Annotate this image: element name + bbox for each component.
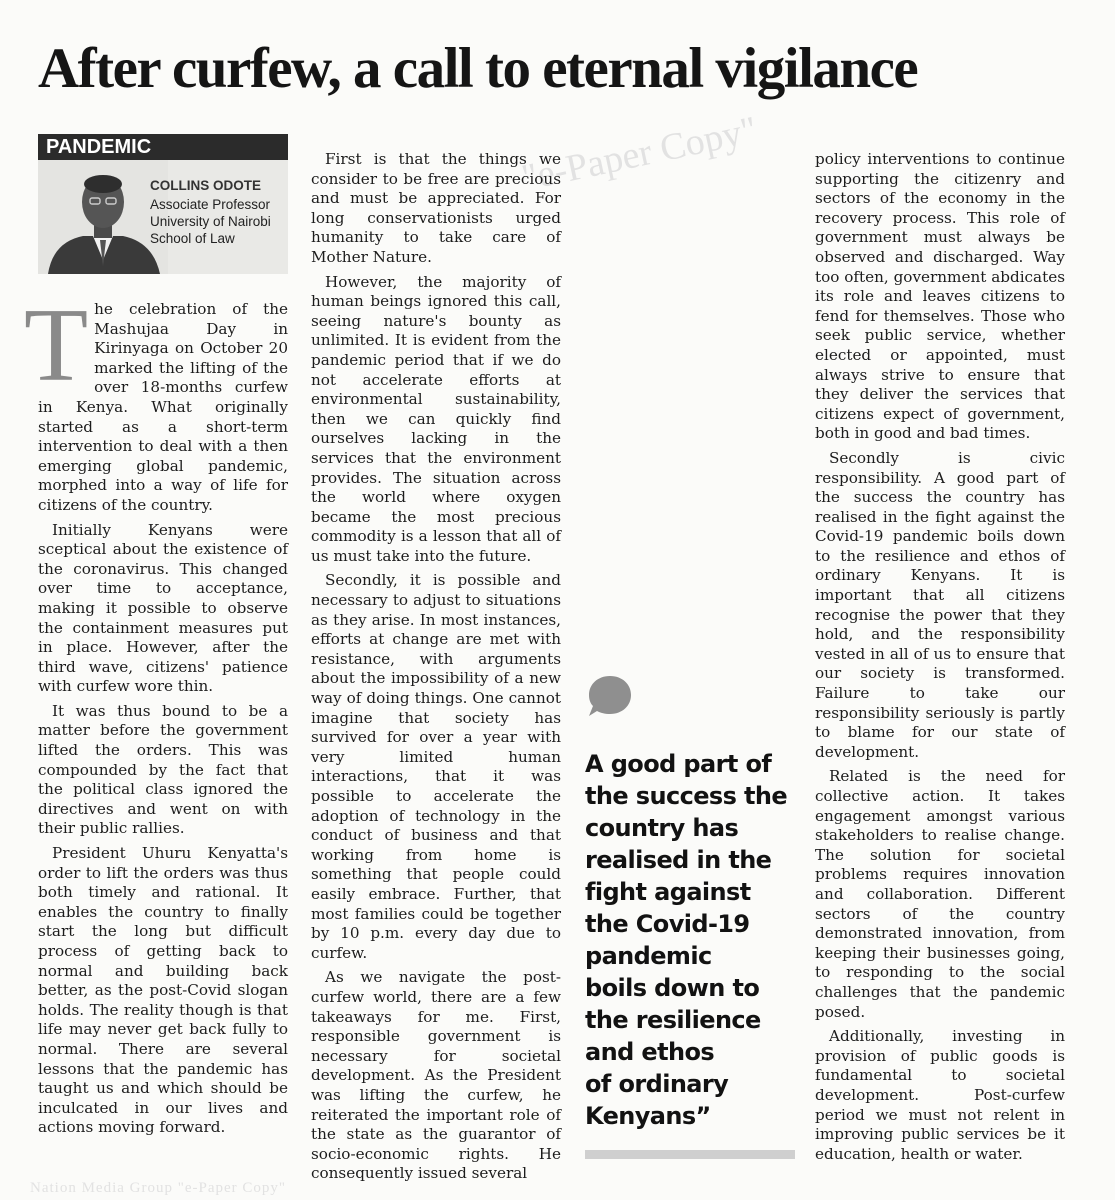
author-title-line: School of Law [150,231,235,246]
paragraph-text: he celebration of the Mashujaa Day in Kirinyaga on October 20 marked the lifting of the over 18-months curfew in Kenya. What originally started as a short-term intervention to deal with a then emerging global pandemic, morphed into a way of life for citizens of the country. [38,300,288,514]
author-photo [38,160,168,274]
paragraph: Related is the need for collective action. It takes engagement amongst various stakeholders to realise change. The solution for societal problems requires innovation and collaboration. Different sectors of the country demonstrated innovation, from keeping their businesses going, to responding to the social challenges that the pandemic posed. [815,767,1065,1021]
pull-quote-line: the resilience [585,1006,761,1034]
paragraph: Secondly is civic responsibility. A good part of the success the country has realised in the fight against the Covid-19 pandemic boils down to the resilience and ethos of ordinary Kenyans. It is important that all citizens recognise the power that they hold, and the responsibility vested in all of us to ensure that our society is transformed. Failure to take our responsibility seriously is partly to blame for our state of development. [815,448,1065,761]
pull-quote-line: the success the [585,782,788,810]
paragraph: President Uhuru Kenyatta's order to lift the orders was thus both timely and rational. It enables the country to finally start the long but difficult process of getting back to normal and building back better, as the post-Covid slogan holds. The reality though is that life may never get back fully to normal. There are several lessons that the pandemic has taught us and which should be inculcated in our lives and actions moving forward. [38,844,288,1137]
article-column-3 [815,150,1065,1169]
watermark-bottom: Nation Media Group "e-Paper Copy" [30,1180,287,1196]
pull-quote-line: Kenyans” [585,1102,711,1130]
paragraph: However, the majority of human beings ignored this call, seeing nature's bounty as unlimited. It is evident from the pandemic period that if we do not accelerate efforts at environmental sustainability, then we can quickly find ourselves lacking in the services that the environment provides. The situation across the world where oxygen became the most precious commodity is a lesson that all of us must take into the future. [311,272,561,565]
article-column-1 [24,286,288,1143]
author-title-line: University of Nairobi [150,214,271,229]
pull-quote-line: realised in the [585,846,772,874]
pull-quote-line: country has [585,814,739,842]
speech-bubble-icon [587,674,633,718]
headline: After curfew, a call to eternal vigilance [38,37,918,100]
paragraph: policy interventions to continue supporting the citizenry and sectors of the economy in the recovery process. This role of government must always be observed and discharged. Way too often, government abdicates its role and leaves citizens to fend for themselves. Those who seek public service, whether elected or appointed, must always strive to ensure that they deliver the services that citizens expect of government, both in good and bad times. [815,150,1065,443]
pull-quote-line: A good part of [585,750,772,778]
watermark-faint: "e-Paper Copy" [518,108,761,200]
paragraph: Additionally, investing in provision of public goods is fundamental to societal development. Post-curfew period we must not relent in improving public services be it education, health or water. [815,1027,1065,1163]
pull-quote-line: the Covid-19 [585,910,750,938]
pull-quote-line: of ordinary [585,1070,729,1098]
pull-quote-line: pandemic [585,942,712,970]
pull-quote-rule [585,1150,795,1159]
pull-quote-line: fight against [585,878,751,906]
pull-quote-line: boils down to [585,974,760,1002]
article-column-2 [311,150,561,1189]
pull-quote-line: and ethos [585,1038,715,1066]
paragraph: Initially Kenyans were sceptical about the existence of the coronavirus. This changed over time to acceptance, making it possible to observe the containment measures put in place. However, after the third wave, citizens' patience with curfew wore thin. [38,520,288,696]
author-title-line: Associate Professor [150,197,271,212]
pull-quote [585,748,795,1132]
paragraph: As we navigate the post-curfew world, there are a few takeaways for me. First, responsible government is necessary for societal development. As the President was lifting the curfew, he reiterated the important role of the state as the guarantor of socio-economic rights. He consequently issued several [311,968,561,1183]
author-name: COLLINS ODOTE [150,178,261,193]
author-title [150,196,295,247]
paragraph: First is that the things we consider to be free are precious and must be appreciated. For long conservationists urged humanity to take care of Mother Nature. [311,150,561,266]
drop-cap: T [24,286,89,403]
section-label: PANDEMIC [38,134,288,160]
paragraph: Secondly, it is possible and necessary to adjust to situations as they arise. In most instances, efforts at change are met with resistance, with arguments about the impossibility of a new way of doing things. One cannot imagine that society has survived for over a year with very limited human interactions, that it was possible to accelerate the adoption of technology in the conduct of business and that working from home is something that people could easily embrace. Further, that most families could be together by 10 p.m. every day due to curfew. [311,571,561,962]
paragraph [24,286,288,516]
paragraph: It was thus bound to be a matter before the government lifted the orders. This was compounded by the fact that the political class ignored the directives and went on with their public rallies. [38,701,288,838]
